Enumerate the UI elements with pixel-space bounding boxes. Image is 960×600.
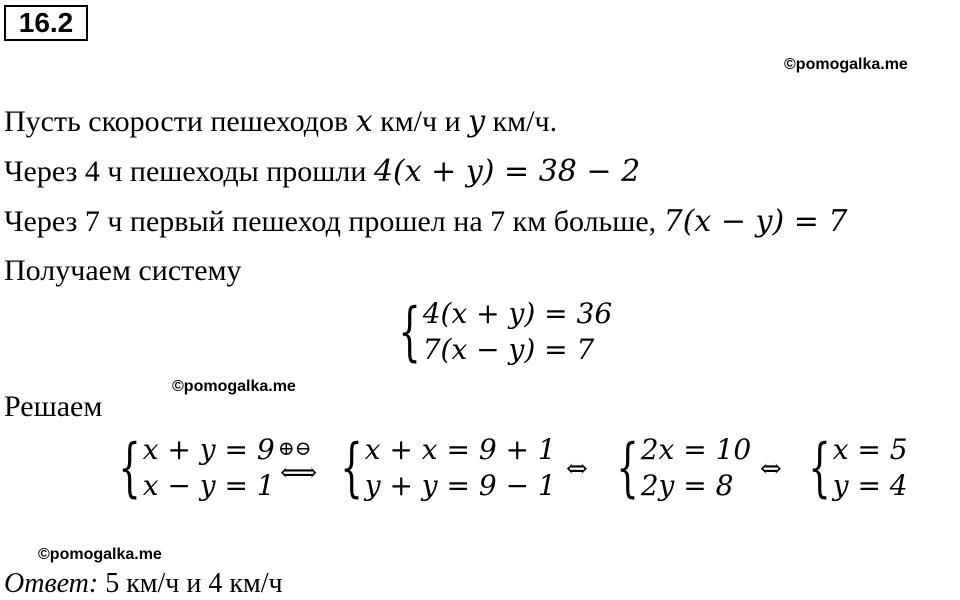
equivalence-arrow: ⟺ — [280, 458, 318, 488]
system-row-2: 7(x − y) = 7 — [422, 333, 595, 366]
step1-row-2: x − y = 1 — [142, 469, 275, 502]
line1-text-b: км/ч и — [372, 105, 469, 138]
problem-number: 16.2 — [4, 5, 88, 41]
step4-row-2: y = 4 — [832, 469, 908, 502]
equation-system-step4 — [790, 432, 908, 504]
brace: { — [616, 431, 639, 505]
watermark: ©pomogalka.me — [784, 56, 908, 73]
text-line-4 — [4, 254, 242, 288]
step2-row-2: y + y = 9 − 1 — [364, 469, 556, 502]
var-y: y — [468, 104, 486, 139]
line3-expression: 7(x − y) = 7 — [663, 204, 848, 239]
answer-line — [4, 568, 283, 600]
add-subtract-icon: ⊕⊖ — [278, 436, 312, 460]
text-line-5 — [4, 390, 102, 424]
line4-text: Получаем систему — [4, 254, 242, 287]
equation-system-step3 — [598, 432, 751, 504]
brace: { — [118, 431, 141, 505]
step2-row-1: x + x = 9 + 1 — [364, 433, 556, 466]
text-line-3 — [4, 204, 848, 239]
step1-row-1: x + y = 9 — [142, 433, 275, 466]
equivalence-arrow: ⇔ — [760, 454, 782, 484]
text-line-2 — [4, 154, 640, 189]
system-row-1: 4(x + y) = 36 — [422, 297, 613, 330]
brace: { — [398, 295, 421, 369]
step4-row-1: x = 5 — [832, 433, 908, 466]
equation-system-main — [380, 296, 612, 368]
watermark: ©pomogalka.me — [172, 378, 296, 395]
text-line-1 — [4, 104, 557, 139]
answer-text: 5 км/ч и 4 км/ч — [98, 568, 283, 599]
line1-text-a: Пусть скорости пешеходов — [4, 105, 356, 138]
equation-system-step2 — [322, 432, 556, 504]
var-x: x — [355, 104, 373, 139]
watermark: ©pomogalka.me — [38, 546, 162, 563]
brace: { — [340, 431, 363, 505]
line5-text: Решаем — [4, 390, 103, 423]
step3-row-2: 2y = 8 — [640, 469, 734, 502]
line2-text: Через 4 ч пешеходы прошли — [4, 155, 374, 188]
step3-row-1: 2x = 10 — [640, 433, 752, 466]
brace: { — [808, 431, 831, 505]
equation-system-step1 — [100, 432, 275, 504]
answer-label: Ответ: — [4, 568, 99, 599]
line2-expression: 4(x + y) = 38 − 2 — [373, 154, 641, 189]
equivalence-arrow: ⇔ — [566, 454, 588, 484]
line3-text: Через 7 ч первый пешеход прошел на 7 км больше, — [4, 205, 664, 238]
line1-text-c: км/ч. — [485, 105, 558, 138]
